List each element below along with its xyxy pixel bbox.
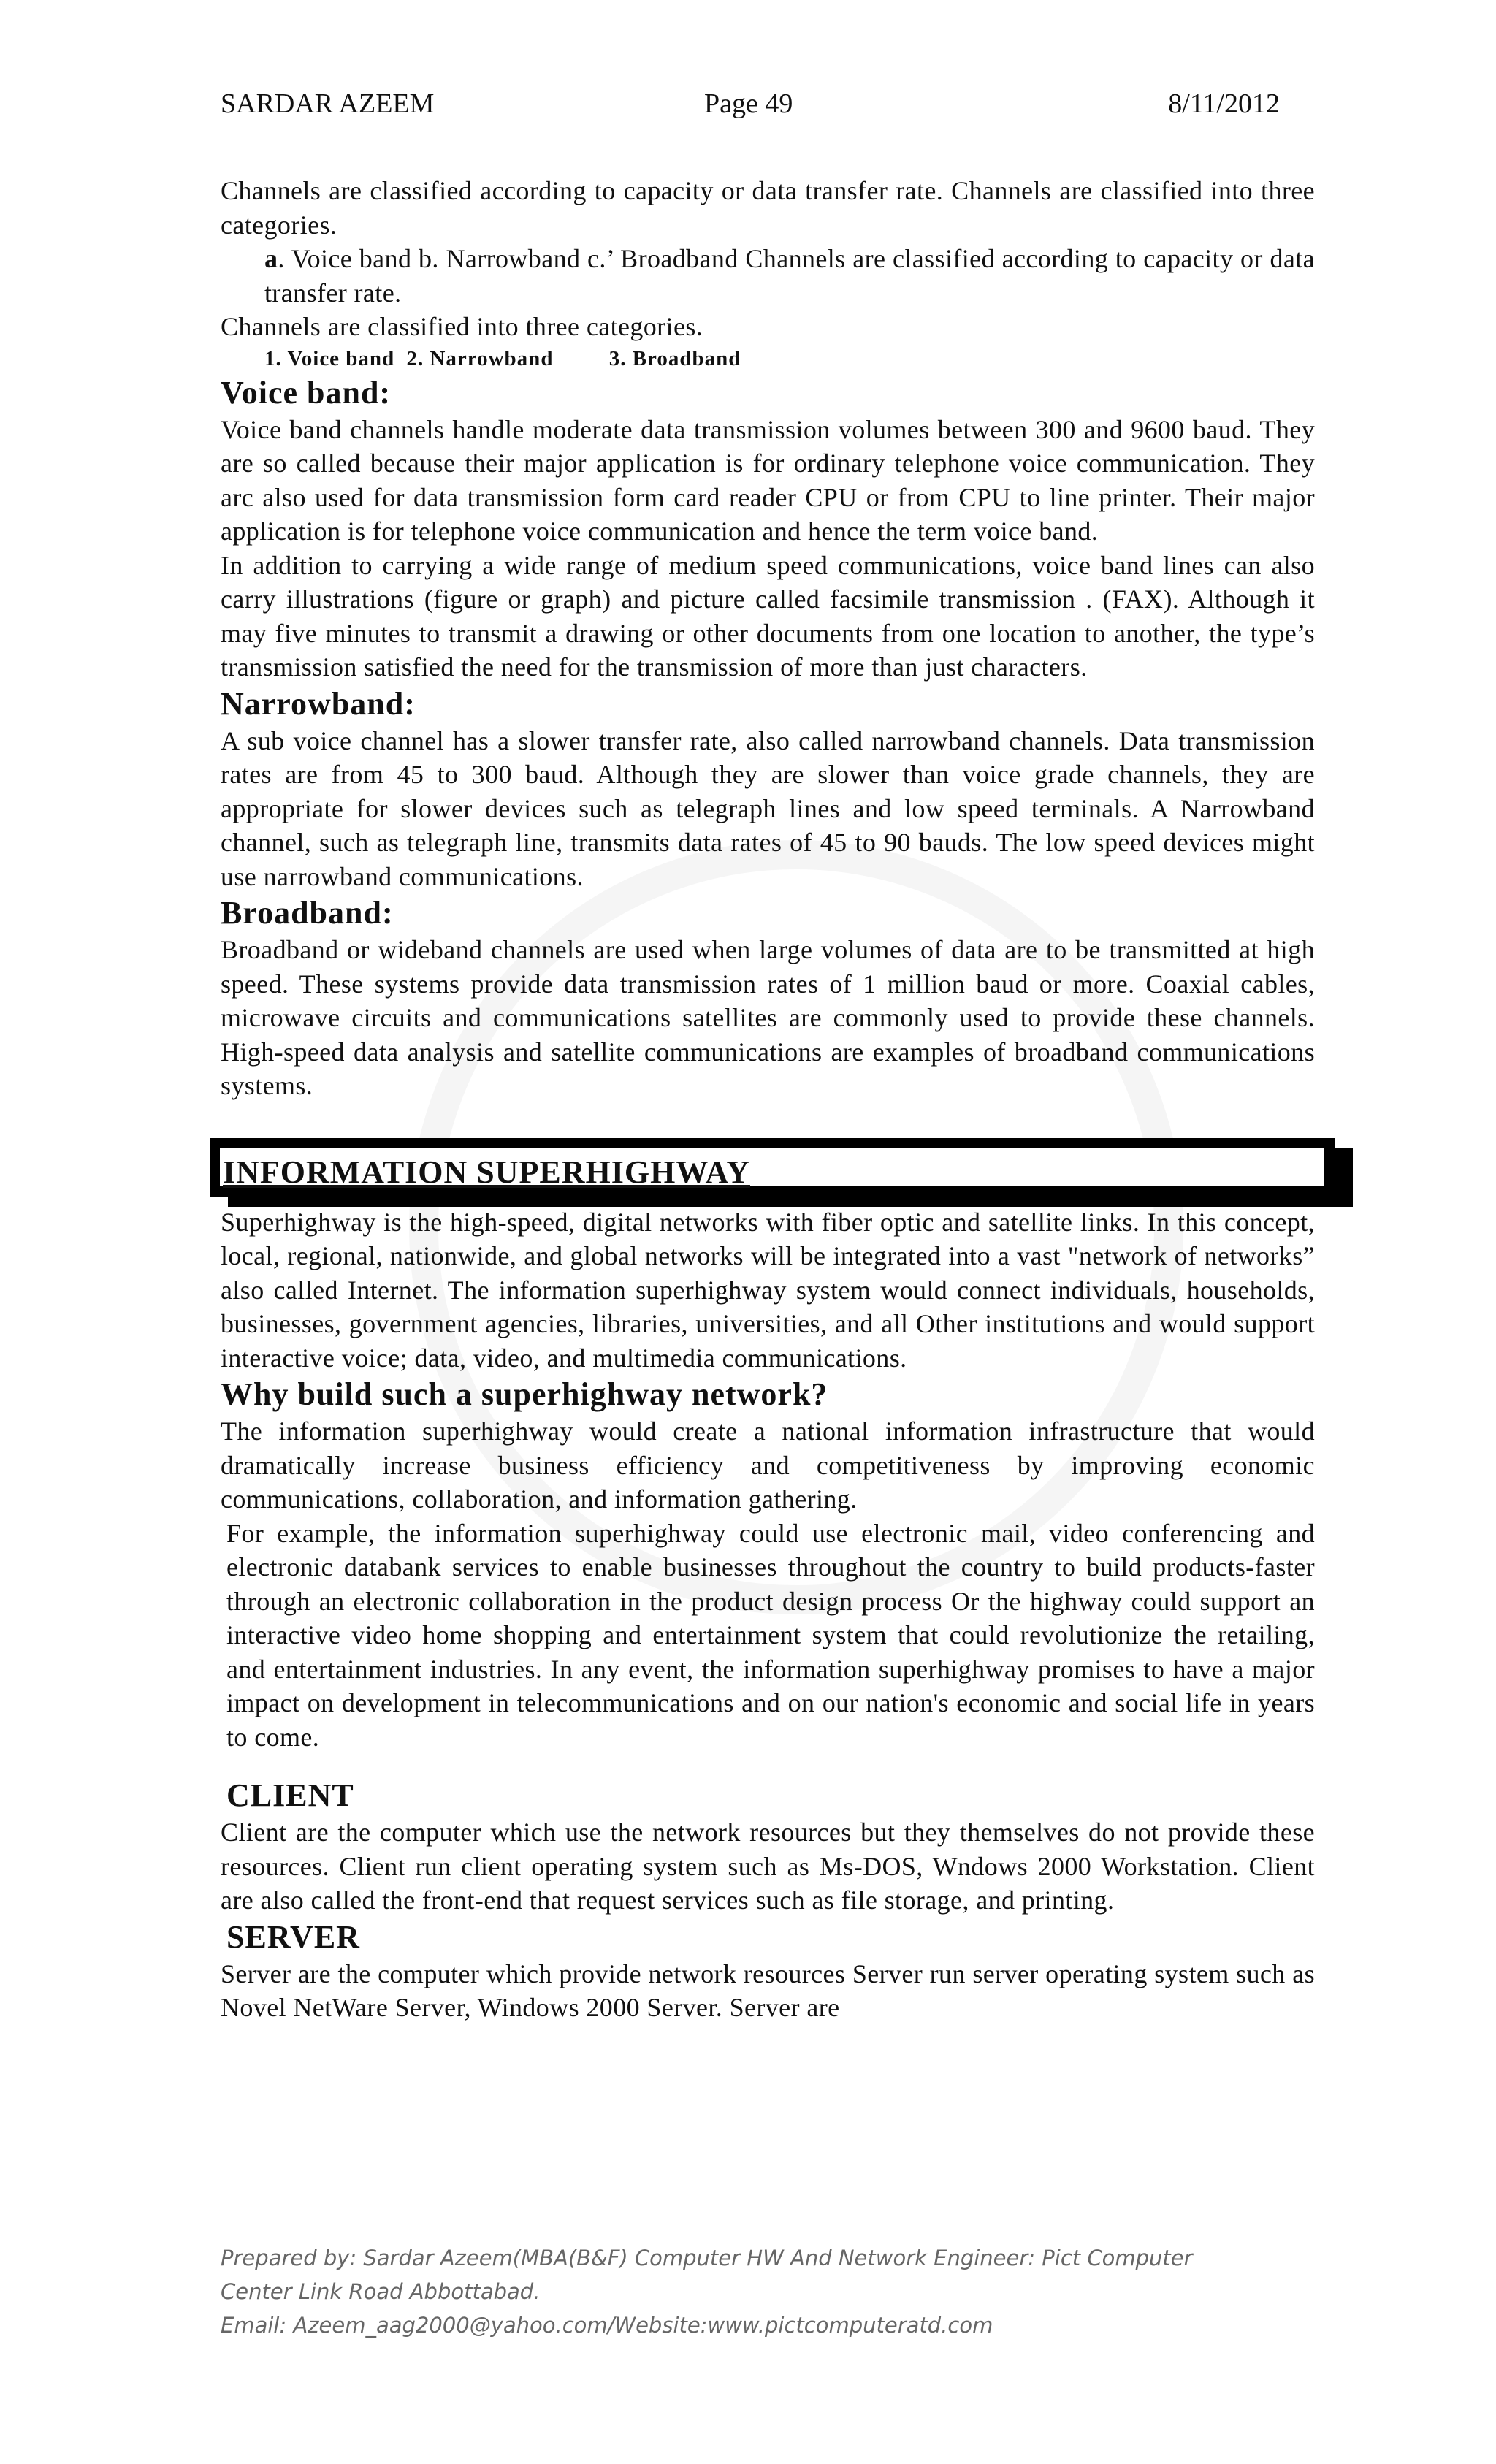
header-date: 8/11/2012 <box>1168 88 1280 119</box>
page-footer <box>221 2241 1316 2342</box>
intro-three-categories: Channels are classified into three categories. <box>221 312 703 341</box>
superhighway-paragraph-3: For example, the information superhighway could use electronic mail, video conferencing and electronic databank services to enable businesses throughout the country to build products-faster through an electronic collaboration in the product design process Or the highway could support an interactive video home shopping and entertainment system that could revolutionize the retailing, and entertainment industries. In any event, the information superhighway promises to have a major impact on development in telecommunications and on our nation's economic and social life in years to come. <box>226 1518 1315 1752</box>
server-heading: SERVER <box>226 1918 360 1955</box>
footer-line-2: Center Link Road Abbottabad. <box>221 2279 541 2304</box>
category-voice-band: 1. Voice band <box>264 346 395 370</box>
intro-categories-paragraph <box>221 242 1315 310</box>
footer-line-3: Email: Azeem_aag2000@yahoo.com/Website:www.pictcomputeratd.com <box>221 2313 993 2338</box>
intro-paragraph: Channels are classified according to capacity or data transfer rate. Channels are classified into three categories. <box>221 176 1315 240</box>
page-header <box>221 88 1316 124</box>
header-page-number: Page 49 <box>704 88 793 119</box>
why-superhighway-heading: Why build such a superhighway network? <box>221 1376 828 1412</box>
category-narrowband: 2. Narrowband <box>406 346 554 370</box>
narrowband-paragraph: A sub voice channel has a slower transfer rate, also called narrowband channels. Data transmission rates are from 45 to 300 baud. Although they are slower than voice grade channels, they are appropriate for slower devices such as telegraph lines and low speed terminals. A Narrowband channel, such as telegraph line, transmits data rates of 45 to 90 bauds. The low speed devices might use narrowband communications. <box>221 725 1315 891</box>
client-heading: CLIENT <box>226 1777 354 1813</box>
server-paragraph: Server are the computer which provide network resources Server run server operating system such as Novel NetWare Server, Windows 2000 Server. Server are <box>221 1958 1315 2022</box>
voice-band-heading: Voice band: <box>221 374 392 411</box>
page-body <box>221 174 1315 2025</box>
superhighway-title: INFORMATION SUPERHIGHWAY <box>223 1153 750 1190</box>
category-list <box>221 344 1315 373</box>
client-paragraph: Client are the computer which use the network resources but they themselves do not provide these resources. Client run client operating system such as Ms-DOS, Wndows 2000 Workstation. Client are also called the front-end that request services such as file storage, and printing. <box>221 1818 1315 1915</box>
intro-categories-text: . Voice band b. Narrowband c.’ Broadband Channels are classified according to capacity or data transfer rate. <box>264 244 1315 308</box>
narrowband-heading: Narrowband: <box>221 685 416 722</box>
category-broadband: 3. Broadband <box>608 346 741 370</box>
superhighway-title-box <box>221 1141 1315 1201</box>
voice-band-paragraph-1: Voice band channels handle moderate data transmission volumes between 300 and 9600 baud. They are so called because their major application is for ordinary telephone voice communication. They arc also used for data transmission form card reader CPU or from CPU to line printer. Their major application is for telephone voice communication and hence the term voice band. <box>221 414 1315 546</box>
voice-band-paragraph-2: In addition to carrying a wide range of medium speed communications, voice band lines can also carry illustrations (figure or graph) and picture called facsimile transmission . (FAX). Although it may five minutes to transmit a drawing or other documents from one location to another, the type’s transmission satisfied the need for the transmission of more than just characters. <box>221 550 1315 682</box>
broadband-paragraph: Broadband or wideband channels are used when large volumes of data are to be transmitted at high speed. These systems provide data transmission rates of 1 million baud or more. Coaxial cables, microwave circuits and communications satellites are commonly used to provide these channels. High-speed data analysis and satellite communications are examples of broadband communications systems. <box>221 935 1315 1100</box>
intro-letter-a: a <box>264 244 278 273</box>
superhighway-paragraph-2: The information superhighway would create a national information infrastructure that would dramatically increase business efficiency and competitiveness by improving economic communications, collaboration, and information gathering. <box>221 1416 1315 1514</box>
footer-line-1: Prepared by: Sardar Azeem(MBA(B&F) Computer HW And Network Engineer: Pict Computer <box>221 2246 1193 2270</box>
title-box-inner <box>218 1145 1327 1188</box>
superhighway-paragraph-1: Superhighway is the high-speed, digital networks with fiber optic and satellite links. In this concept, local, regional, nationwide, and global networks will be integrated into a vast "network of networks” also called Internet. The information superhighway system would connect individuals, households, businesses, government agencies, libraries, universities, and all Other institutions and would support interactive voice; data, video, and multimedia communications. <box>221 1207 1315 1373</box>
broadband-heading: Broadband: <box>221 895 394 931</box>
header-author: SARDAR AZEEM <box>221 88 435 119</box>
